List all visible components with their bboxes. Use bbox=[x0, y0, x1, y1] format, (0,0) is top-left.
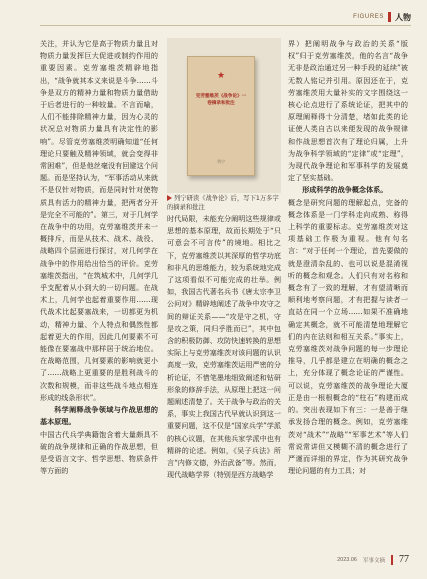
paragraph: 关注，并认为它是高于物质力量且对物质力量发挥巨大促进或制约作用的重要因素。克劳塞维茨精辟地指出，“战争就其本义来说是斗争……斗争是双方的精神力量和物质力量借助于后者进行的一种较量。不言而喻，人们不能排除精神力量，因为心灵的状况总对物质力量具有决定性的影响”。尽管克劳塞维茨明确知道“任何理论只要触及精神领域，就会变得非常困难”，但是他丝毫没有回避这个问题。而是坚持认为，“军事活动从来就不是仅针对物质，而是同时针对使物质具有活力的精神力量，把两者分开是完全不可能的”。第三，对于几何学在战争中的功用，克劳塞维茨并未一概排斥，而是从技术、战术、战役、战略四个层面进行探讨，对几何学在战争中的作用给出恰当的评价。克劳塞维茨指出，“在筑城术中，几何学几乎支配着从小到大的一切问题。在战术上，几何学也起着重要作用……现代战术比起要塞战来，一切都更为机动，精神力量、个人特点和偶然性都起着更大的作用，因此几何要素不可能像在要塞战中那样居于统治地位。在战略范围，几何要素的影响就更小了……战略上更重要的是胜利战斗的次数和规模，而非这些战斗地点相连形成的线条形状”。 bbox=[40, 39, 158, 402]
page-footer bbox=[337, 554, 409, 565]
section-header bbox=[353, 10, 411, 24]
caption-arrow-icon bbox=[167, 195, 172, 201]
page-number: 77 bbox=[399, 554, 409, 565]
book-title: 克劳塞维茨《战争论》一卷摘录和批注 bbox=[195, 94, 247, 106]
text-column-left bbox=[40, 38, 158, 548]
book-author: 列宁 bbox=[217, 159, 225, 164]
header-divider bbox=[40, 25, 411, 26]
caption-text: 列宁研读《战争论》后，写下1万多字的摘录和批注 bbox=[167, 195, 279, 211]
book-photo bbox=[167, 38, 281, 193]
paragraph: 中国古代兵学典籍饱含着大量颇具不破的战争规律和正确的作战思想，但是受语言文字、哲学思想、物质条件等方面的 bbox=[40, 429, 158, 476]
paragraph: 界）把阐明战争与政治的关系“版权”归于克劳塞维茨，他的名言“战争无非是政治通过另一种手段的延续”被无数人铭记并引用。原因还在于，克劳塞维茨用大量补实的文字围绕这一核心论点进行了系统论证，把其中的原理阐释得十分清楚，堵如此类的论证使人类自古以来便发现的战争规律和作战思想首次有了理论归属，上升为战争科学领域的“定律”或“定理”，为现代战争理论和军事科学的发展奠定了坚实基础。 bbox=[288, 39, 408, 183]
section-accent-bar bbox=[388, 12, 391, 22]
paragraph: 时代局限，未能充分阐明这些规律或思想的基本原理，故而长期处于“只可意会不可言传”的境地。相比之下，克劳塞维茨以其深厚的哲学功底和非凡的思维能力，较为系统地完成了这项看似不可能完成的壮举。例如，我国古代著名兵书《唐太宗李卫公问对》精辟地阐述了战争中攻守之间的辩证关系——“攻是守之机，守是攻之策，同归乎胜而已”，其中包含的积极防御、攻防快速转换的思想实际上与克劳塞维茨对该问题的认识高度一致，克劳塞维茨运用严密的分析论证，不惜笔墨地细致阐述和钻研形象的修辞手法，从原理上把这一问题阐述清楚了。关于战争与政治的关系，事实上我国古代早就认识到这一重要问题，这不仅是“国家兵学”学派的核心议题，在其他兵家学派中也有精辟的论述。例如，《吴子兵法》所言“内修文德，外治武备”等。然而，现代战略学界（特别是西方战略学 bbox=[167, 214, 281, 480]
section-label-cn: 人物 bbox=[395, 12, 411, 22]
page-accent-bar bbox=[391, 555, 393, 565]
text-column-middle bbox=[167, 213, 281, 548]
magazine-name: 军事文摘 bbox=[362, 557, 385, 564]
star-icon: ★ bbox=[216, 71, 226, 81]
section-heading: 科学阐释战争领域与作战思想的基本原理。 bbox=[40, 405, 158, 427]
paragraph: 概念是研究问题的理解起点，完备的概念体系是一门学科走向成熟、称得上科学的重要标志。克劳塞维茨对这项基础工作极为重视。他有句名言：“对于任何一个理论，首先要做的就是澄清杂乱的、也可以说是混淆视听的概念和观念。人们只有对名称和概念有了一致的理解，才有望清晰而顺利地考察问题，才有把握与读者一直站在同一个立场……如果不准确地确定其概念，就不可能清楚地理解它们的内在法则和相互关系。”事实上，克劳塞维茨对战争问题的每一步理论推导，几乎都是建立在明确的概念之上，充分体现了概念论证的严谨性。可以说，克劳塞维茨的战争理论大厦正是由一根根概念的“柱石”构建而成的。突出表现如下有三：一是善于继承发扬合理的概念。例如，克劳塞维茨对“战术”“战略”“军事艺术”等人们常说常讲但又模糊不清的概念进行了严谨而详细的界定，作为其研究战争理论问题的有力工具；对 bbox=[288, 197, 408, 476]
book-cover bbox=[187, 56, 255, 176]
issue-date: 2023.06 bbox=[337, 556, 357, 563]
text-column-right bbox=[288, 38, 408, 548]
figure-caption bbox=[167, 194, 281, 212]
section-heading: 形成科学的战争概念体系。 bbox=[302, 185, 388, 195]
section-label-en: FIGURES bbox=[353, 14, 384, 20]
